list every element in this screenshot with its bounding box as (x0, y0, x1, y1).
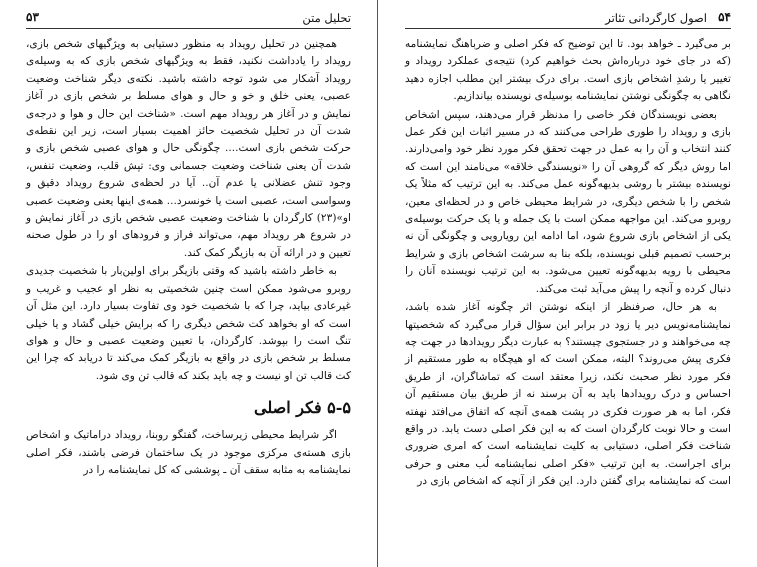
paragraph: به خاطر داشته باشید که وقتی بازیگر برای اولین‌بار با شخصیت جدیدی روبرو می‌شود ممکن است چنین شخصیتی به نظر او عجیب و غریب و غیرعادی بیاید، چرا که با شخصیت خود وی تفاوت بسیار دارد. این مثل آن است که او بخواهد کت شخص دیگری را که برایش خیلی گشاد و یا خیلی تنگ است را بپوشد. کارگردان، با تعیین وضعیت عصبی و حال و هوای مسلط بر شخص بازی در واقع به بازیگر کمک می‌کند تا دریابد که چرا این کت قالب تن او نیست و چه باید بکند که قالب تن وی شود. (26, 265, 351, 382)
paragraph: بعضی نویسندگان فکر خاصی را مدنظر قرار می‌دهند، سپس اشخاص بازی و رویداد را طوری طراحی می‌کنند که در مسیر اثبات این فکر عمل کنند انتخاب و آن را به عمل در جهت تحقق فکر مورد نظر خود وامی‌دارند. اما روش دیگر که گروهی آن را «نویسندگی خلاقه» می‌نامند این است که نویسنده بیشتر با روشی بدیهه‌گونه عمل می‌کند. به این ترتیب که مثلاً یک شخص را با شخص دیگری، در شرایط محیطی خاص و در لحظه‌ای معین، روبرو می‌کند. این مواجهه ممکن است با یک جمله و یا یک حرکت بوسیله‌ی یکی از اشخاص بازی شروع شود، اما ادامه این رویارویی و چگونگی آن نه برحسب تصمیم قبلی نویسنده، بلکه بنا به سرشت اشخاص بازی و شرایط محیطی با رویه بدیهه‌گونه تعیین می‌شود. به این ترتیب نویسنده آنان را دنبال کرده و آنچه را پیش می‌آید ثبت می‌کند. (405, 108, 731, 295)
paragraph: بر می‌گیرد ـ خواهد بود. تا این توضیح که فکر اصلی و ضرباهنگ نمایشنامه (که در جای خود درباره‌اش بحث خواهیم کرد) نتیجه‌ی عملکرد رویداد و تغییر یا رشدِ اشخاص بازی است. برای درک بیشتر این مطلب اجازه دهید نگاهی به چگونگی نوشتن نمایشنامه بوسیله‌ی نویسنده بیاندازیم. (405, 38, 731, 103)
page-number: ۵۴ (718, 10, 731, 24)
left-page (0, 0, 378, 567)
paragraph: اگر شرایط محیطی زیرساخت، گفتگو روبنا، رویداد دراماتیک و اشخاص بازی هسته‌ی مرکزی موجود در یک ساختمان فرضی باشند، فکر اصلی نمایشنامه به مثابه سقف آن ـ پوششی که کل نمایشنامه را در (26, 429, 351, 476)
page-header (405, 10, 731, 29)
page-body (26, 36, 351, 480)
running-title: اصول کارگردانی تئاتر (605, 11, 707, 25)
section-heading: ۵-۵ فکر اصلی (254, 398, 351, 418)
paragraph: به هر حال، صرفنظر از اینکه نوشتن اثر چگونه آغاز شده باشد، نمایشنامه‌نویس دیر یا زود در برابر این سؤال قرار می‌گیرد که شخصیتها چه می‌خواهند و در جستجوی چیستند؟ به عبارت دیگر رویدادها در جهت چه فکری پیش می‌روند؟ البته، ممکن است که او هیچگاه به طور مستقیم از فکر مورد نظر صحبت نکند، زیرا معتقد است که تماشاگران، از طریق احساس و درک رویدادها باید به آن برسند نه از طریق بیان مستقیم آن فکر، اما به هر صورت فکری در پشت همه‌ی آنچه که اتفاق می‌افتد نهفته است و حالا نوبت کارگردان است که به این فکر اصلی دست یابد. در واقع شناخت فکر اصلی، دستیابی به کلیت نمایشنامه است که امری ضروری برای اجراست. به این ترتیب «فکر اصلی نمایشنامه لُب معنی و حرفی است که نمایشنامه برای گفتن دارد. این فکر از آنچه که اشخاص بازی در (405, 301, 731, 488)
page-number: ۵۳ (26, 10, 39, 24)
paragraph: همچنین در تحلیل رویداد به منظور دستیابی به ویژگیهای شخص بازی، رویداد را یادداشت نکنید، فقط به ویژگیهای شخص بازی که به وسیله‌ی رویداد آشکار می شود توجه داشته باشید. نکته‌ی دیگر شناخت وضعیت عصبی، یعنی خلق و خو و حال و هوای مسلط بر شخص بازی در آغاز نمایش و در آغاز هر رویداد مهم است. «شناخت این حال و هوا و درجه‌ی شدت آن در تحلیل شخصیت حائز اهمیت بسیار است، زیر این نقطه‌ی حرکت شخص بازی است.... چگونگی حال و هوای عصبی شخص بازی و شدت آن یعنی شناخت وضعیت جسمانی وی: تپش قلب، وضعیت تنفس، وجود تنش عضلانی یا عدم آن.. آیا در لحظه‌ی شروع رویداد دقیق و وسواسی است، عصبی است یا خونسرد... همه‌ی اینها یعنی وضعیت عصبی او»(۲۳) کارگردان با شناخت وضعیت عصبی شخص بازی در آغاز نمایش و در شروع هر رویداد مهم، می‌تواند فراز و فرودهای او را در طول صحنه تعیین و در ارائه آن به بازیگر کمک کند. (26, 38, 351, 259)
page-header (26, 10, 351, 29)
running-title: تحلیل متن (302, 11, 351, 25)
right-page (379, 0, 757, 567)
page-body (405, 36, 731, 492)
